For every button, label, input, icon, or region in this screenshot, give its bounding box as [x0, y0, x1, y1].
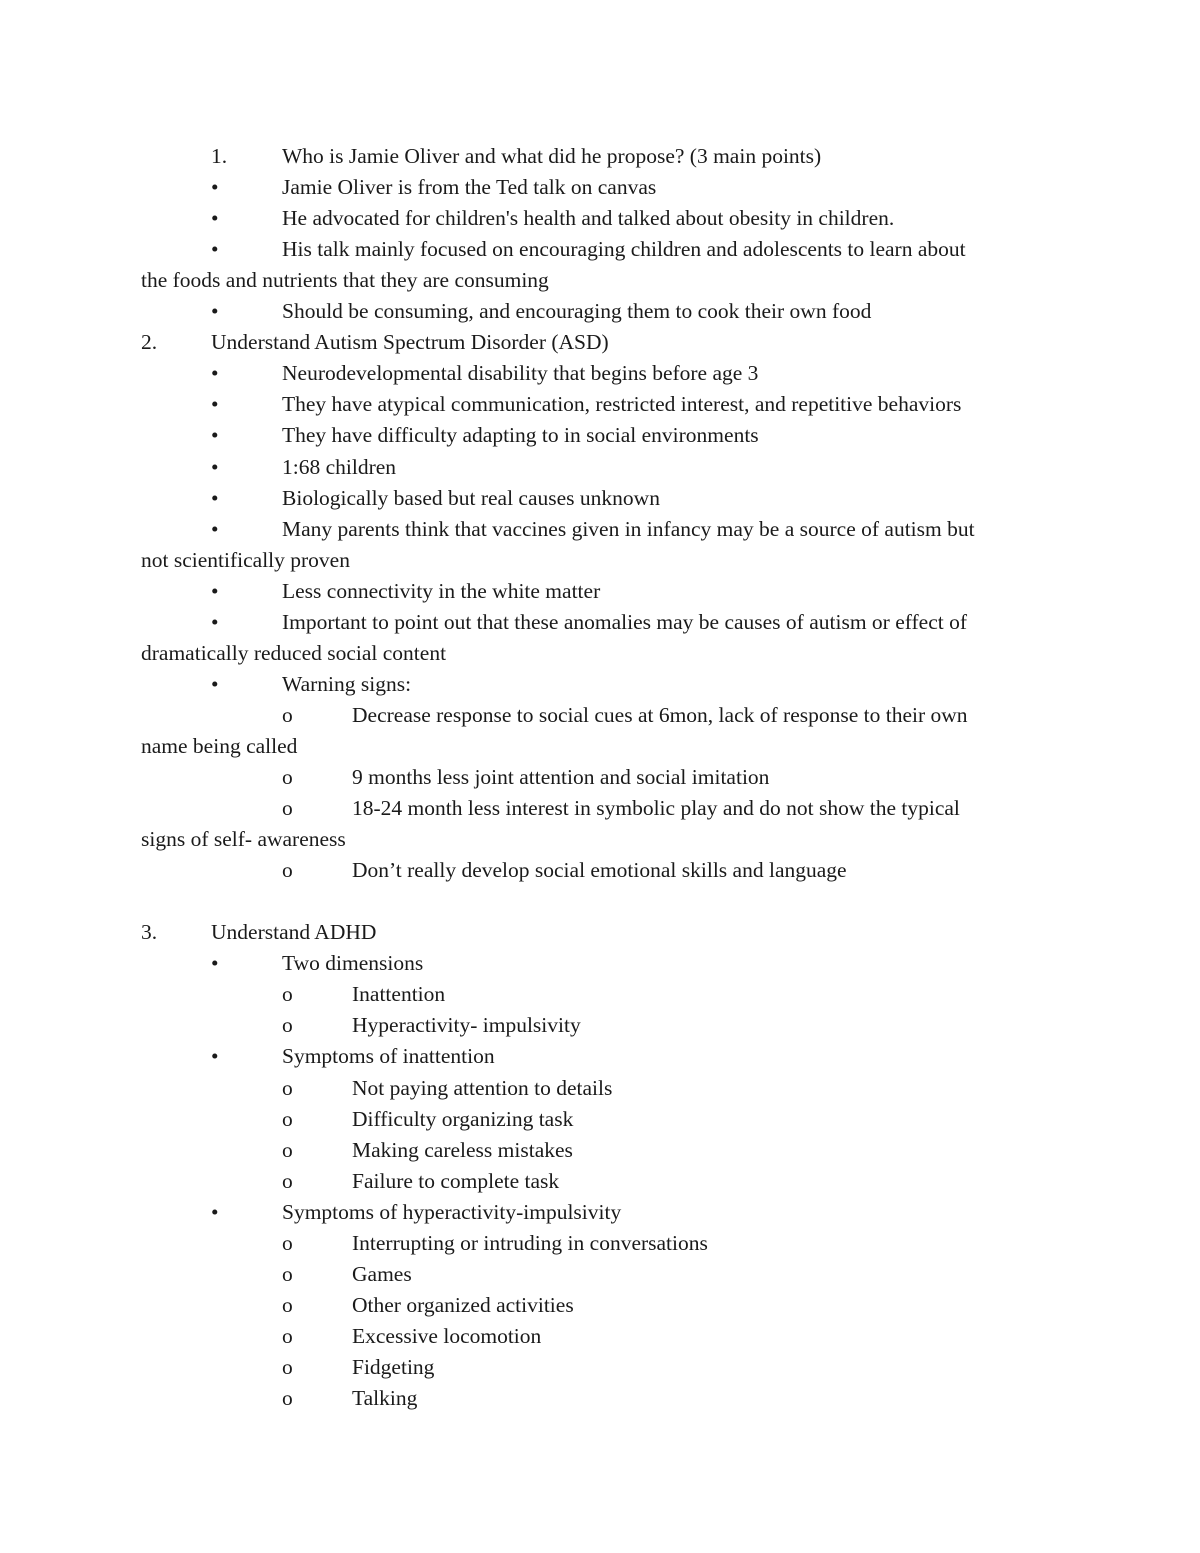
list-number: 2. [141, 330, 158, 355]
text-line [0, 420, 1200, 451]
text-line [0, 1073, 1200, 1104]
bullet-marker: • [211, 485, 219, 510]
continuation-text: signs of self- awareness [141, 827, 346, 852]
sub-bullet-text: Don’t really develop social emotional skills and language [352, 858, 847, 883]
bullet-marker: • [211, 454, 219, 479]
sub-bullet-marker: o [282, 1106, 293, 1131]
sub-bullet-text: Inattention [352, 982, 446, 1007]
continuation-text: not scientifically proven [141, 547, 350, 572]
text-line [0, 1041, 1200, 1072]
sub-bullet-text: Hyperactivity- impulsivity [352, 1013, 581, 1038]
list-item-text: Understand ADHD [211, 920, 377, 945]
sub-bullet-text: Games [352, 1261, 412, 1286]
sub-bullet-text: Excessive locomotion [352, 1323, 542, 1348]
bullet-text: Biologically based but real causes unknown [282, 485, 660, 510]
text-line [0, 172, 1200, 203]
sub-bullet-text: Talking [352, 1386, 418, 1410]
text-line [0, 358, 1200, 389]
text-line [0, 203, 1200, 234]
list-number: 1. [211, 144, 228, 168]
bullet-text: Two dimensions [282, 951, 424, 976]
sub-bullet-marker: o [282, 765, 293, 789]
bullet-marker: • [211, 951, 219, 976]
text-line [0, 327, 1200, 358]
text-line [0, 917, 1200, 948]
bullet-marker: • [211, 1044, 219, 1069]
text-line [0, 1197, 1200, 1228]
bullet-marker: • [211, 175, 219, 200]
sub-bullet-marker: o [282, 1230, 293, 1255]
text-line [0, 1259, 1200, 1290]
continuation-text: dramatically reduced social content [141, 640, 447, 665]
text-line [0, 948, 1200, 979]
text-line [0, 793, 1200, 824]
continuation-text: name being called [141, 733, 298, 758]
sub-bullet-marker: o [282, 1261, 293, 1286]
bullet-marker: • [211, 609, 219, 634]
text-line [0, 1166, 1200, 1197]
sub-bullet-text: Making careless mistakes [352, 1137, 573, 1162]
sub-bullet-marker: o [282, 796, 293, 821]
bullet-text: He advocated for children's health and talked about obesity in children. [282, 206, 895, 231]
sub-bullet-text: Difficulty organizing task [352, 1106, 574, 1131]
text-line [0, 234, 1200, 265]
continuation-text: the foods and nutrients that they are consuming [141, 268, 549, 293]
list-item-text: Understand Autism Spectrum Disorder (ASD) [211, 330, 609, 355]
sub-bullet-marker: o [282, 982, 293, 1007]
bullet-text: Less connectivity in the white matter [282, 578, 601, 603]
bullet-text: Jamie Oliver is from the Ted talk on canvas [282, 175, 657, 200]
sub-bullet-marker: o [282, 1386, 293, 1410]
bullet-text: 1:68 children [282, 454, 397, 479]
text-line [0, 700, 1200, 731]
bullet-marker: • [211, 392, 219, 417]
sub-bullet-marker: o [282, 702, 293, 727]
bullet-text: Important to point out that these anomalies may be causes of autism or effect of [282, 609, 968, 634]
text-line [0, 141, 1200, 172]
bullet-marker: • [211, 361, 219, 386]
text-line [0, 452, 1200, 483]
bullet-marker: • [211, 206, 219, 231]
sub-bullet-marker: o [282, 1354, 293, 1379]
bullet-text: They have difficulty adapting to in social environments [282, 423, 759, 448]
text-line [0, 483, 1200, 514]
text-line [0, 638, 1200, 669]
text-line [0, 1290, 1200, 1321]
bullet-marker: • [211, 516, 219, 541]
text-line [0, 731, 1200, 762]
sub-bullet-text: Not paying attention to details [352, 1075, 613, 1100]
sub-bullet-marker: o [282, 1137, 293, 1162]
text-line [0, 1104, 1200, 1135]
bullet-text: Many parents think that vaccines given in infancy may be a source of autism but [282, 516, 975, 541]
text-line [0, 514, 1200, 545]
text-line [0, 607, 1200, 638]
sub-bullet-text: 9 months less joint attention and social imitation [352, 765, 770, 789]
text-line [0, 855, 1200, 886]
text-line [0, 1135, 1200, 1166]
text-line [0, 1383, 1200, 1414]
sub-bullet-marker: o [282, 1075, 293, 1100]
text-line [0, 762, 1200, 793]
bullet-marker: • [211, 299, 219, 324]
sub-bullet-text: Interrupting or intruding in conversations [352, 1230, 708, 1255]
bullet-marker: • [211, 578, 219, 603]
sub-bullet-marker: o [282, 1323, 293, 1348]
bullet-text: They have atypical communication, restricted interest, and repetitive behaviors [282, 392, 962, 417]
text-line [0, 576, 1200, 607]
text-line [0, 1228, 1200, 1259]
sub-bullet-text: Other organized activities [352, 1292, 574, 1317]
sub-bullet-text: Failure to complete task [352, 1168, 560, 1193]
text-line [0, 1010, 1200, 1041]
text-line [0, 545, 1200, 576]
text-line [0, 669, 1200, 700]
sub-bullet-marker: o [282, 1292, 293, 1317]
bullet-marker: • [211, 237, 219, 262]
bullet-text: Symptoms of hyperactivity-impulsivity [282, 1199, 622, 1224]
text-line [0, 979, 1200, 1010]
blank-line [0, 886, 1200, 917]
sub-bullet-marker: o [282, 1168, 293, 1193]
sub-bullet-text: Fidgeting [352, 1354, 435, 1379]
text-line [0, 1352, 1200, 1383]
bullet-text: Should be consuming, and encouraging them to cook their own food [282, 299, 872, 324]
text-line [0, 1321, 1200, 1352]
text-line [0, 389, 1200, 420]
text-line [0, 296, 1200, 327]
list-number: 3. [141, 920, 158, 945]
sub-bullet-text: Decrease response to social cues at 6mon, lack of response to their own [352, 702, 968, 727]
bullet-text: His talk mainly focused on encouraging children and adolescents to learn about [282, 237, 966, 262]
bullet-marker: • [211, 1199, 219, 1224]
list-item-text: Who is Jamie Oliver and what did he propose? (3 main points) [282, 144, 822, 168]
bullet-text: Symptoms of inattention [282, 1044, 495, 1069]
bullet-marker: • [211, 423, 219, 448]
sub-bullet-text: 18-24 month less interest in symbolic play and do not show the typical [352, 796, 960, 821]
text-line [0, 824, 1200, 855]
bullet-marker: • [211, 671, 219, 696]
sub-bullet-marker: o [282, 1013, 293, 1038]
text-line [0, 265, 1200, 296]
sub-bullet-marker: o [282, 858, 293, 883]
bullet-text: Neurodevelopmental disability that begins before age 3 [282, 361, 759, 386]
bullet-text: Warning signs: [282, 671, 412, 696]
